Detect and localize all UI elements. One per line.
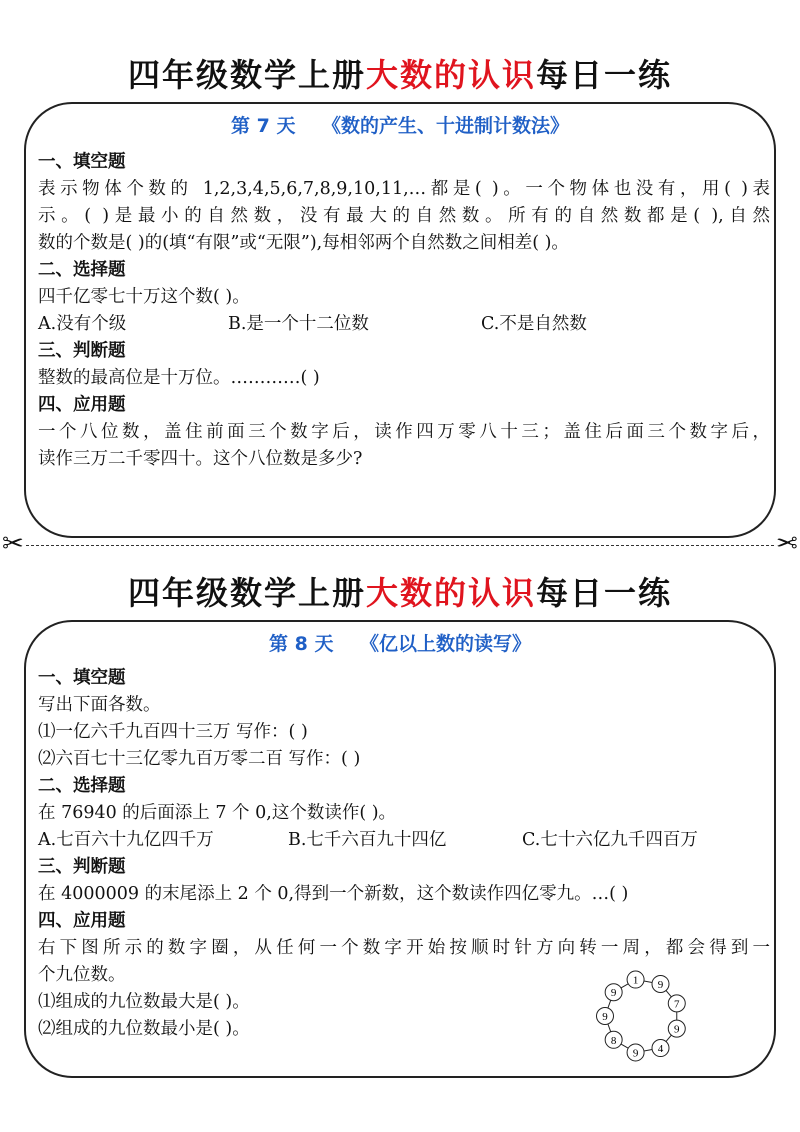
digit-circle-link [621,1044,628,1048]
sheet1-fill-heading: 一、填空题 [38,152,126,172]
sheet2-option-a: A.七百六十九亿四千万 [38,830,214,850]
sheet1-choice-heading: 二、选择题 [38,260,126,280]
sheet2-apply-heading: 四、应用题 [38,911,126,931]
sheet2-fill-intro: 写出下面各数。 [38,695,161,715]
sheet2-apply-line1: 右下图所示的数字圈，从任何一个数字开始按顺时针方向转一周，都会得到一 [38,938,770,958]
sheet2-title-suffix: 每日一练 [536,574,673,612]
sheet1-judge-heading: 三、判断题 [38,341,126,361]
digit-circle-digit: 7 [674,998,680,1011]
sheet1-title-topic: 大数的认识 [365,56,536,94]
sheet1-option-a: A.没有个级 [38,314,127,334]
sheet2-choice-heading: 二、选择题 [38,776,126,796]
sheet2-option-c: C.七十六亿九千四百万 [522,830,698,850]
digit-circle-digit: 9 [674,1023,680,1036]
dashed-cut-line [26,545,774,546]
sheet2-fill-item2: ⑵六百七十三亿零九百万零二百 写作：( ) [38,749,361,769]
digit-circle-digit: 1 [632,974,639,987]
digit-circle-digit: 9 [610,987,617,1000]
sheet1-fill-line2: 示。( )是最小的自然数，没有最大的自然数。所有的自然数都是( ),自然 [38,206,770,226]
sheet2-judge-question: 在 4000009 的末尾添上 2 个 0,得到一个新数，这个数读作四亿零九。…( ) [38,884,629,904]
sheet2-fill-item1: ⑴一亿六千九百四十三万 写作：( ) [38,722,308,742]
sheet2-title [0,568,800,614]
digit-circle-link [666,1035,671,1041]
sheet1-judge-question: 整数的最高位是十万位。…………( ) [38,368,320,388]
sheet2-judge-heading: 三、判断题 [38,857,126,877]
scissors-right-icon: ✂ [776,529,798,559]
digit-circle-digit: 8 [610,1034,617,1047]
sheet1-title-suffix: 每日一练 [536,56,673,94]
digit-circle-diagram [592,968,692,1064]
sheet1-choice-question: 四千亿零七十万这个数( )。 [38,287,250,307]
sheet2-apply-q1: ⑴组成的九位数最大是( )。 [38,992,250,1012]
sheet1-apply-heading: 四、应用题 [38,395,126,415]
digit-circle-digit: 9 [602,1011,608,1023]
digit-circle-link [621,984,628,988]
sheet1-option-b: B.是一个十二位数 [228,314,369,334]
sheet1-title [0,50,800,96]
digit-circle-link [644,981,652,982]
digit-circle-link [666,990,671,996]
sheet2-choice-options [38,826,770,854]
digit-circle-link [608,1024,611,1032]
sheet2-day-label: 第 8 天 《亿以上数的读写》 [269,633,531,655]
sheet2-title-prefix: 四年级数学上册 [127,574,366,612]
sheet2-fill-heading: 一、填空题 [38,668,126,688]
sheet2-choice-question: 在 76940 的后面添上 7 个 0,这个数读作( )。 [38,803,397,823]
digit-circle-link [608,1000,611,1008]
digit-circle-digit: 4 [657,1043,664,1056]
digit-circle-link [644,1050,652,1051]
scissors-left-icon: ✂ [2,529,24,559]
sheet1-day-label: 第 7 天 《数的产生、十进制计数法》 [231,115,569,137]
sheet1-apply-line2: 读作三万二千零四十。这个八位数是多少? [38,449,363,469]
digit-circle-digit: 9 [657,978,664,991]
sheet2-apply-line2: 个九位数。 [38,965,126,985]
sheet1-choice-options [38,310,770,338]
sheet1-title-prefix: 四年级数学上册 [127,56,366,94]
sheet1-option-c: C.不是自然数 [481,314,587,334]
digit-circle-digit: 9 [632,1047,639,1060]
sheet2-option-b: B.七千六百九十四亿 [288,830,447,850]
sheet1-fill-line1: 表示物体个数的 1,2,3,4,5,6,7,8,9,10,11,…都是( )。一个物体也没有，用( )表 [38,179,770,199]
sheet1-fill-line3: 数的个数是( )的(填“有限”或“无限”),每相邻两个自然数之间相差( )。 [38,233,569,253]
sheet1-apply-line1: 一个八位数，盖住前面三个数字后，读作四万零八十三；盖住后面三个数字后， [38,422,770,442]
sheet2-title-topic: 大数的认识 [365,574,536,612]
sheet2-apply-q2: ⑵组成的九位数最小是( )。 [38,1019,250,1039]
